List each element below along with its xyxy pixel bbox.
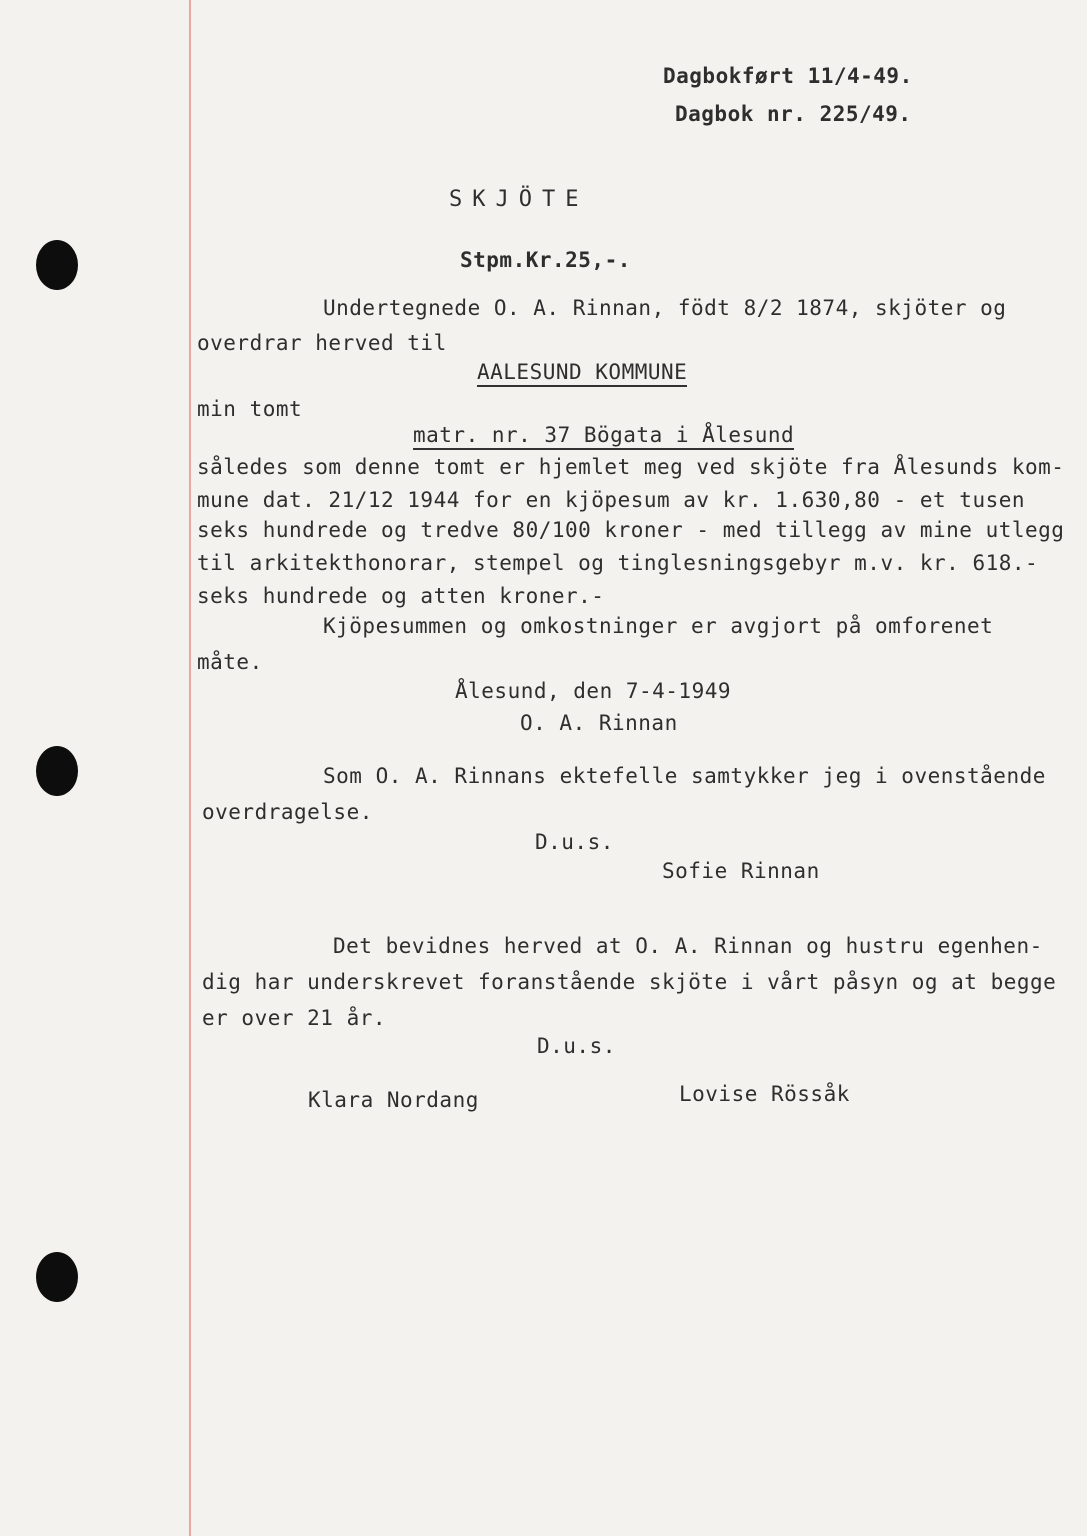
body-line: mune dat. 21/12 1944 for en kjöpesum av kr. 1.630,80 - et tusen [197,488,1026,512]
seller-signature: O. A. Rinnan [520,711,678,735]
body-line: seks hundrede og tredve 80/100 kroner - med tillegg av mine utlegg [197,518,1065,542]
punch-hole [36,1252,78,1302]
consent-signature: Sofie Rinnan [662,859,820,883]
witness-line: Det bevidnes herved at O. A. Rinnan og hustru egenhen- [333,934,1043,958]
body-line: således som denne tomt er hjemlet meg ved skjöte fra Ålesunds kom- [197,455,1065,479]
document-title: SKJÖTE [449,187,589,212]
margin-line [189,0,191,1536]
witness-signature: Lovise Rössåk [679,1082,850,1106]
stamp-fee: Stpm.Kr.25,-. [460,248,631,272]
property-description: matr. nr. 37 Bögata i Ålesund [413,423,794,450]
dagbok-number: Dagbok nr. 225/49. [675,102,912,126]
witness-dus: D.u.s. [537,1034,616,1058]
punch-hole [36,240,78,290]
body-line: Undertegnede O. A. Rinnan, födt 8/2 1874, skjöter og [323,296,1007,320]
recipient-name: AALESUND KOMMUNE [477,360,687,387]
consent-line: Som O. A. Rinnans ektefelle samtykker jeg i ovenstående [323,764,1046,788]
witness-signature: Klara Nordang [308,1088,479,1112]
dagbokfort-stamp: Dagbokført 11/4-49. [663,64,913,88]
body-line: måte. [197,650,263,674]
witness-line: er over 21 år. [202,1006,387,1030]
witness-line: dig har underskrevet foranstående skjöte i vårt påsyn og at begge [202,970,1057,994]
body-line: overdrar herved til [197,331,447,355]
body-line: til arkitekthonorar, stempel og tinglesningsgebyr m.v. kr. 618.- [197,551,1039,575]
place-date: Ålesund, den 7-4-1949 [455,679,732,703]
consent-dus: D.u.s. [535,830,614,854]
punch-hole [36,746,78,796]
consent-line: overdragelse. [202,800,373,824]
body-line: Kjöpesummen og omkostninger er avgjort på omforenet [323,614,994,638]
body-line: min tomt [197,397,303,421]
body-line: seks hundrede og atten kroner.- [197,584,605,608]
